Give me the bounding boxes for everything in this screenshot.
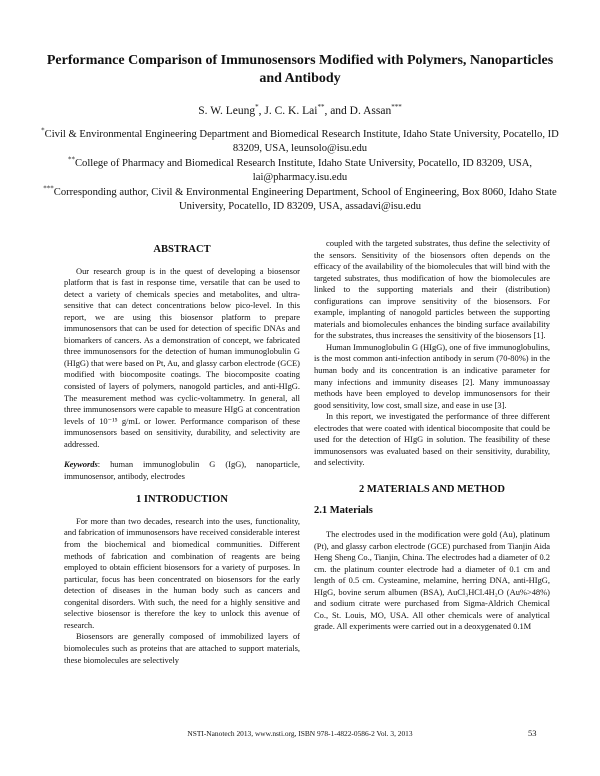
author-separator: , [258,105,265,117]
affiliation [36,186,564,215]
section-heading: 2 MATERIALS AND METHOD [359,483,505,495]
author-name: D. Assan [349,105,392,117]
keywords [64,459,300,482]
affiliation-text: College of Pharmacy and Biomedical Research Institute, Idaho State University, Pocatello, ID 83209, USA, lai@pharmacy.isu.edu [74,158,533,184]
keywords-text: : human immunoglobulin G (IgG), nanoparticle, immunosensor, antibody, electrodes [64,459,300,481]
affiliation-mark: ** [67,155,75,164]
author-separator: , and [324,105,350,117]
left-column [64,244,300,666]
affiliation-mark: *** [43,184,54,193]
author-mark: * [255,103,259,112]
paragraph: The electrodes used in the modification were gold (Au), platinum (Pt), and glassy carbon electrode (GCE) purchased from Tianjin Aida Heng Sheng Co., Tianjin, China. The electrodes had a diameter of 0.2 cm. the platinum counter electrode had a diameter of 0.1 cm and length of 0.5 cm. Cysteamine, melamine, herring DNA, anti-HIgG, HIgG, bovine serum albumen (BSA), AuCl₃HCl.4H₂O (Au%>48%) and sodium citrate were purchased from Sigma-Aldrich Chemical Co., St. Louis, MO, USA. All other chemicals were of analytical grade. All experiments were carried out in a deoxygenated 0.1M [314,529,550,632]
author-line [40,105,560,117]
author-mark: *** [391,103,402,112]
paper-title: Performance Comparison of Immunosensors Modified with Polymers, Nanoparticles and Antibody [46,53,554,86]
paragraph: Biosensors are generally composed of immobilized layers of biomolecules such as proteins that are attached to support materials, these biomolecules are selectively [64,631,300,665]
paragraph: For more than two decades, research into the uses, functionality, and fabrication of immunosensors have received considerable interest from the biochemical and biomedical communities. Different methods of fabrication and combination of reagents are being employed to obtain efficient biosensors for a variety of purposes. In particular, focus has been concentrated on biosensors for the early detection of diseases in the human body such as cancers and congenital disorders. With such, the need for a highly sensitive and selective biosensor is therefore the key to unlock this avenue of research. [64,515,300,630]
keywords-label: Keywords [64,459,98,470]
affiliation-text: Civil & Environmental Engineering Department and Biomedical Research Institute, Idaho State University, Pocatello, ID 83209, USA, leunsolo@isu.edu [44,129,559,155]
affiliation [36,157,564,186]
affiliation [36,128,564,157]
page-number: 53 [528,728,537,738]
subsection-heading: 2.1 Materials [314,505,373,517]
introduction-heading: 1 INTRODUCTION [136,494,228,506]
paragraph: In this report, we investigated the performance of three different electrodes that were coated with identical biocomposite that could be used for the detection of HIgG in solution. The feasibility of these immunosensors was evaluated based on their sensitivity, durability, and selectivity. [314,411,550,468]
footer-citation: NSTI-Nanotech 2013, www.nsti.org, ISBN 978-1-4822-0586-2 Vol. 3, 2013 [187,729,413,738]
affiliation-mark: * [41,126,45,135]
abstract-text: Our research group is in the quest of developing a biosensor platform that is fast in response time, versatile that can be used to detect a variety of chemicals species and metabolites, and ultra-sensitive that can detect concentrations below pico-level. In this report, we are using this biosensor platform to prepare immunosensors that can be used for detection of specific DNAs and biomarkers of cancers. As a demonstration of concept, we fabricated three immunosensors for the detection of human immunoglobulin G (HIgG) that were based on Pt, Au, and glassy carbon electrode (GCE) modified with biocomposite coatings. The biocomposite coating consisted of layers of polymers, nanogold particles, and anti-HIgG. The measurement method was cyclic-voltammetry. In general, all three immunosensors were capable to measure HIgG at concentration levels of 10⁻¹⁵ g/mL or lower. Performance comparison of these immunosensors based on sensitivity, durability, and selectivity are addressed. [64,265,300,449]
affiliation-text: Corresponding author, Civil & Environmental Engineering Department, School of Engineering, Box 8060, Idaho State University, Pocatello, ID 83209, USA, assadavi@isu.edu [53,187,557,213]
paragraph: Human Immunoglobulin G (HIgG), one of five immunoglobulins, is the most common anti-infection antibody in serum (70-80%) in the human body and its concentration is an indicative parameter for many infections and immunity diseases [2]. Many immunoassay methods have been employed to develop immunosensors for their good sensitivity, low cost, small size, and ease in use [3]. [314,341,550,410]
author-name: J. C. K. Lai [264,105,318,117]
author-name: S. W. Leung [198,105,256,117]
abstract-heading: ABSTRACT [153,244,211,255]
paragraph: coupled with the targeted substrates, thus define the selectivity of the sensors. Sensitivity of the biosensors often depends on the efficacy of the availability of the biomolecules that will bind with the targeted substrates, thus modification of how the biomolecules are linked to the supporting materials and their (distribution) configurations can improve sensitivity of the biosensors. For example, implanting of nanogold particles between the supporting materials and biomolecules enhances the binding surface availability for the substrates, thus increases the sensitivity of the biosensors [1]. [314,238,550,341]
right-column [314,238,550,633]
author-mark: ** [317,103,325,112]
